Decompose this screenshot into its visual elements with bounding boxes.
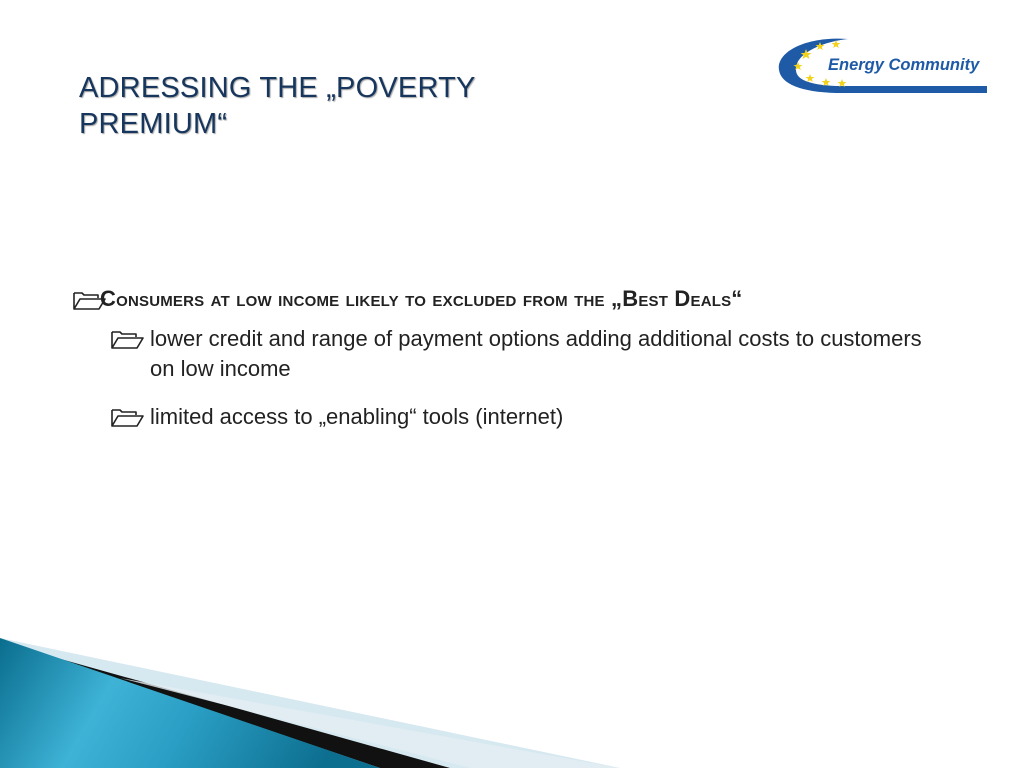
open-folder-icon [110, 406, 144, 428]
slide-title-line-2: PREMIUM“ [79, 108, 228, 140]
slide-content [72, 282, 952, 450]
open-folder-icon [72, 289, 106, 311]
logo-text: Energy Community [828, 56, 980, 74]
sub-bullet-list [72, 324, 952, 432]
main-bullet-text: Consumers at low income likely to excluded from the „Best Deals“ [100, 286, 743, 311]
sub-bullet-text: limited access to „enabling“ tools (internet) [150, 404, 564, 429]
slide-title-line-1: ADRESSING THE „POVERTY [79, 72, 476, 104]
slide-title [79, 70, 549, 142]
sub-bullet [110, 324, 952, 384]
open-folder-icon [110, 328, 144, 350]
bottom-decoration [0, 638, 1024, 768]
energy-community-logo [776, 34, 996, 98]
sub-bullet [110, 402, 952, 432]
main-bullet [72, 282, 952, 316]
sub-bullet-text: lower credit and range of payment options adding additional costs to customers on low income [150, 326, 922, 381]
